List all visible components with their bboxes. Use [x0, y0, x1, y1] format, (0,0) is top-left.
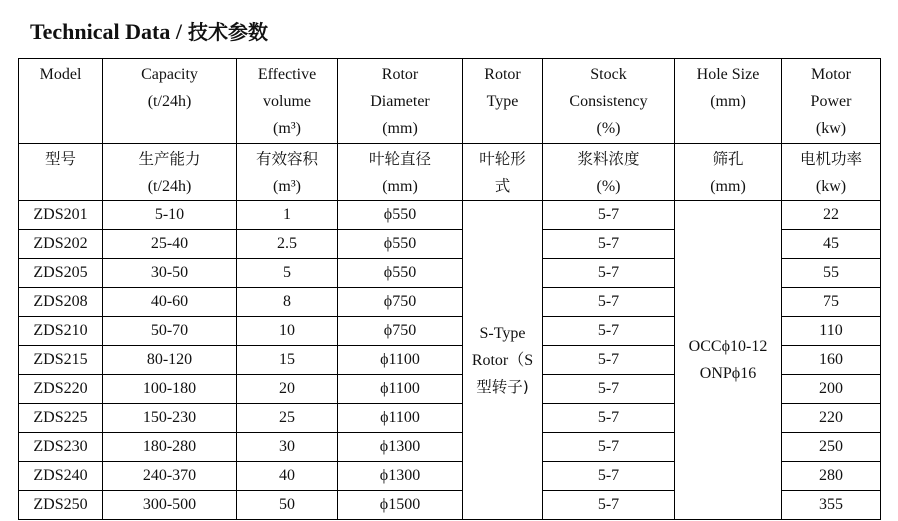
header-line: Diameter — [370, 93, 430, 110]
cell-model: ZDS220 — [19, 375, 103, 404]
header-en-hole-size — [675, 59, 782, 144]
header-line: Motor — [811, 66, 851, 83]
merged-line: Rotor（S — [471, 351, 534, 369]
header-line: Capacity — [141, 66, 198, 83]
cell-diameter: ϕ750 — [338, 288, 463, 317]
header-line: (m³) — [273, 120, 301, 137]
header-line: 电机功率 — [799, 150, 862, 168]
header-cn-power — [782, 144, 881, 201]
header-line: Hole Size — [696, 66, 760, 83]
cell-volume: 8 — [237, 288, 338, 317]
header-line: (m³) — [273, 178, 301, 195]
header-line: 型号 — [44, 150, 76, 168]
header-line: 筛孔 — [712, 150, 744, 168]
cell-diameter: ϕ1100 — [338, 375, 463, 404]
header-line: 叶轮形 — [479, 150, 526, 168]
title-cn: 技术参数 — [187, 20, 268, 44]
cell-power: 250 — [782, 433, 881, 462]
header-line: volume — [263, 93, 311, 110]
cell-volume: 2.5 — [237, 230, 338, 259]
cell-diameter: ϕ1300 — [338, 433, 463, 462]
header-line: (t/24h) — [147, 93, 192, 110]
cell-volume: 50 — [237, 491, 338, 520]
cell-hole-size-merged — [675, 201, 782, 520]
cell-model: ZDS205 — [19, 259, 103, 288]
header-en-model — [19, 59, 103, 144]
header-line: Rotor — [381, 66, 419, 83]
cell-consistency: 5-7 — [543, 462, 675, 491]
header-en-power — [782, 59, 881, 144]
header-row-en — [19, 59, 881, 144]
cell-consistency: 5-7 — [543, 404, 675, 433]
header-cn-hole-size — [675, 144, 782, 201]
cell-power: 220 — [782, 404, 881, 433]
merged-line: 型转子) — [476, 377, 529, 396]
header-line: Rotor — [484, 66, 521, 83]
cell-volume: 10 — [237, 317, 338, 346]
cell-model: ZDS250 — [19, 491, 103, 520]
cell-consistency: 5-7 — [543, 375, 675, 404]
cell-capacity: 25-40 — [103, 230, 237, 259]
header-line: 叶轮直径 — [368, 150, 431, 168]
header-line: (mm) — [710, 178, 746, 195]
header-en-volume — [237, 59, 338, 144]
header-line: (mm) — [382, 120, 418, 137]
cell-capacity: 40-60 — [103, 288, 237, 317]
title-en: Technical Data / — [30, 19, 182, 44]
cell-volume: 20 — [237, 375, 338, 404]
cell-volume: 1 — [237, 201, 338, 230]
merged-line: OCCϕ10-12 — [688, 338, 768, 355]
cell-power: 355 — [782, 491, 881, 520]
cell-model: ZDS201 — [19, 201, 103, 230]
merged-line: ONPϕ16 — [699, 365, 757, 382]
cell-consistency: 5-7 — [543, 491, 675, 520]
cell-consistency: 5-7 — [543, 259, 675, 288]
cell-diameter: ϕ1100 — [338, 404, 463, 433]
header-cn-diameter — [338, 144, 463, 201]
header-cn-rotor-type — [463, 144, 543, 201]
header-row-cn — [19, 144, 881, 201]
cell-diameter: ϕ550 — [338, 201, 463, 230]
header-line: 式 — [494, 177, 511, 195]
cell-volume: 5 — [237, 259, 338, 288]
cell-capacity: 80-120 — [103, 346, 237, 375]
header-line: Consistency — [569, 93, 648, 110]
header-line: Stock — [590, 66, 627, 83]
cell-model: ZDS208 — [19, 288, 103, 317]
header-en-capacity — [103, 59, 237, 144]
cell-volume: 15 — [237, 346, 338, 375]
cell-model: ZDS225 — [19, 404, 103, 433]
cell-diameter: ϕ550 — [338, 259, 463, 288]
header-line: (mm) — [710, 93, 746, 110]
cell-power: 75 — [782, 288, 881, 317]
header-line: 浆料浓度 — [577, 150, 640, 168]
cell-power: 200 — [782, 375, 881, 404]
cell-capacity: 180-280 — [103, 433, 237, 462]
header-line: Model — [39, 66, 82, 83]
cell-volume: 25 — [237, 404, 338, 433]
header-line: (kw) — [815, 178, 847, 195]
header-line: Type — [486, 93, 519, 110]
cell-power: 55 — [782, 259, 881, 288]
cell-diameter: ϕ1500 — [338, 491, 463, 520]
header-line: 有效容积 — [255, 150, 318, 168]
cell-power: 160 — [782, 346, 881, 375]
cell-diameter: ϕ750 — [338, 317, 463, 346]
cell-rotor-type-merged — [463, 201, 543, 520]
header-cn-capacity — [103, 144, 237, 201]
cell-consistency: 5-7 — [543, 230, 675, 259]
cell-model: ZDS240 — [19, 462, 103, 491]
page-title — [30, 16, 268, 45]
technical-data-table — [18, 58, 881, 520]
table-row — [19, 201, 881, 230]
header-line: (%) — [596, 120, 621, 137]
merged-line: S-Type — [479, 324, 526, 342]
cell-model: ZDS210 — [19, 317, 103, 346]
cell-capacity: 240-370 — [103, 462, 237, 491]
cell-model: ZDS202 — [19, 230, 103, 259]
cell-consistency: 5-7 — [543, 346, 675, 375]
cell-volume: 30 — [237, 433, 338, 462]
cell-consistency: 5-7 — [543, 433, 675, 462]
cell-model: ZDS215 — [19, 346, 103, 375]
cell-consistency: 5-7 — [543, 201, 675, 230]
header-line: (mm) — [382, 178, 418, 195]
header-line: Effective — [257, 66, 317, 83]
cell-diameter: ϕ1300 — [338, 462, 463, 491]
header-cn-volume — [237, 144, 338, 201]
header-en-consistency — [543, 59, 675, 144]
cell-capacity: 300-500 — [103, 491, 237, 520]
cell-diameter: ϕ1100 — [338, 346, 463, 375]
header-en-rotor-type — [463, 59, 543, 144]
cell-consistency: 5-7 — [543, 288, 675, 317]
cell-capacity: 150-230 — [103, 404, 237, 433]
cell-power: 45 — [782, 230, 881, 259]
cell-volume: 40 — [237, 462, 338, 491]
header-line: (kw) — [815, 120, 847, 137]
cell-power: 280 — [782, 462, 881, 491]
cell-capacity: 50-70 — [103, 317, 237, 346]
header-line: (%) — [596, 178, 621, 195]
cell-model: ZDS230 — [19, 433, 103, 462]
header-cn-model — [19, 144, 103, 201]
header-line: 生产能力 — [138, 150, 201, 168]
cell-consistency: 5-7 — [543, 317, 675, 346]
header-line: Power — [810, 93, 852, 110]
cell-power: 22 — [782, 201, 881, 230]
cell-power: 110 — [782, 317, 881, 346]
cell-diameter: ϕ550 — [338, 230, 463, 259]
cell-capacity: 5-10 — [103, 201, 237, 230]
cell-capacity: 100-180 — [103, 375, 237, 404]
header-en-diameter — [338, 59, 463, 144]
header-cn-consistency — [543, 144, 675, 201]
header-line: (t/24h) — [147, 178, 192, 195]
cell-capacity: 30-50 — [103, 259, 237, 288]
